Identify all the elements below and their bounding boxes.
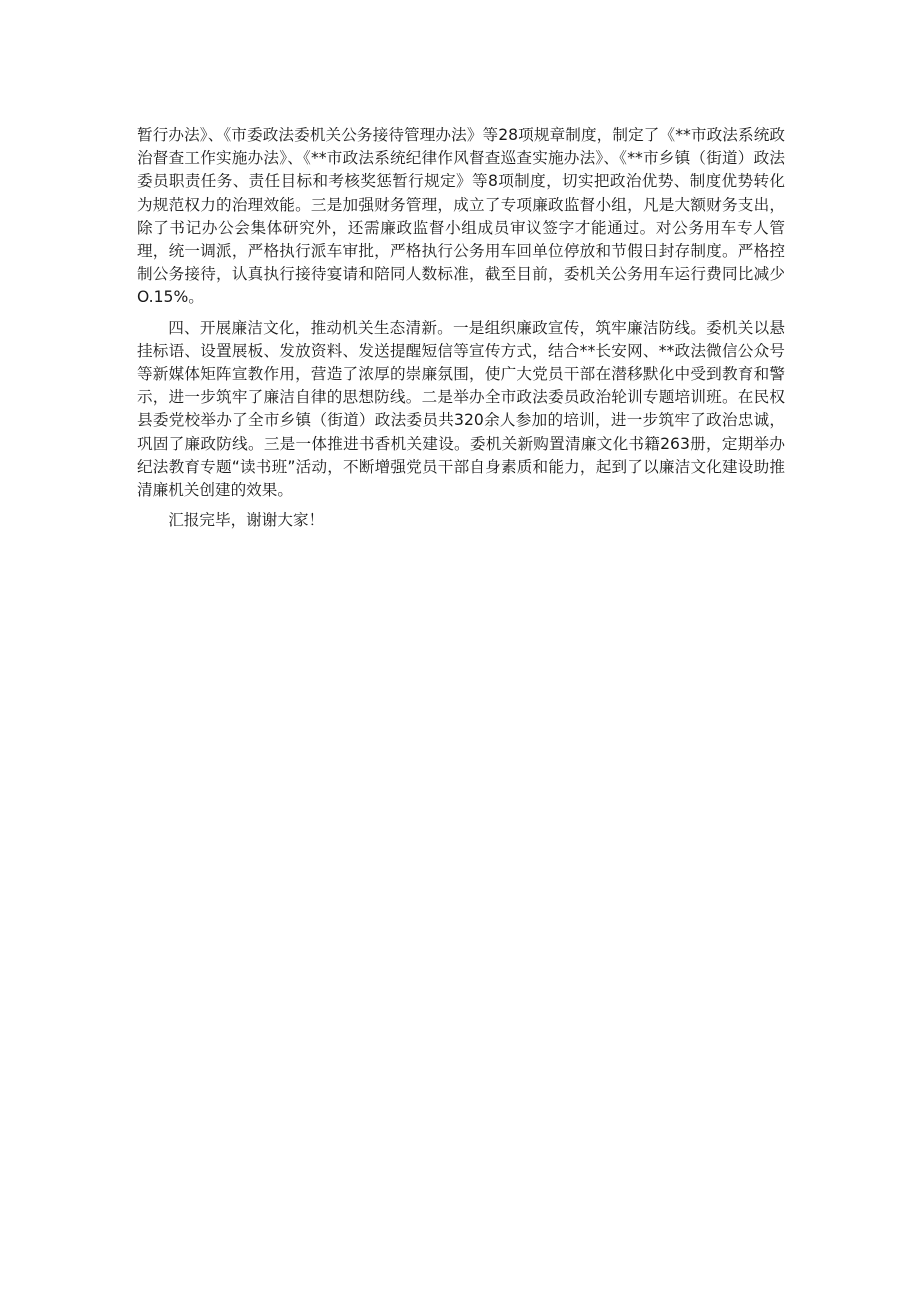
document-body: [137, 124, 785, 539]
paragraph-integrity-culture: 四、开展廉洁文化，推动机关生态清新。一是组织廉政宣传，筑牢廉洁防线。委机关以悬挂标语、设置展板、发放资料、发送提醒短信等宣传方式，结合**长安网、**政法微信公众号等新媒体矩阵宣教作用，营造了浓厚的崇廉氛围，使广大党员干部在潜移默化中受到教育和警示，进一步筑牢了廉洁自律的思想防线。二是举办全市政法委员政治轮训专题培训班。在民权县委党校举办了全市乡镇（街道）政法委员共320余人参加的培训，进一步筑牢了政治忠诚，巩固了廉政防线。三是一体推进书香机关建设。委机关新购置清廉文化书籍263册，定期举办纪法教育专题“读书班”活动，不断增强党员干部自身素质和能力，起到了以廉洁文化建设助推清廉机关创建的效果。: [137, 318, 785, 500]
paragraph-regulations-continuation: 暂行办法》、《市委政法委机关公务接待管理办法》等28项规章制度，制定了《**市政法系统政治督查工作实施办法》、《**市政法系统纪律作风督查巡查实施办法》、《**市乡镇（街道）政法委员职责任务、责任目标和考核奖惩暂行规定》等8项制度，切实把政治优势、制度优势转化为规范权力的治理效能。三是加强财务管理，成立了专项廉政监督小组，凡是大额财务支出，除了书记办公会集体研究外，还需廉政监督小组成员审议签字才能通过。对公务用车专人管理，统一调派，严格执行派车审批，严格执行公务用车回单位停放和节假日封存制度。严格控制公务接待，认真执行接待宴请和陪同人数标准，截至目前，委机关公务用车运行费同比减少O.15%。: [137, 126, 785, 307]
paragraph-closing: 汇报完毕，谢谢大家！: [168, 511, 325, 530]
